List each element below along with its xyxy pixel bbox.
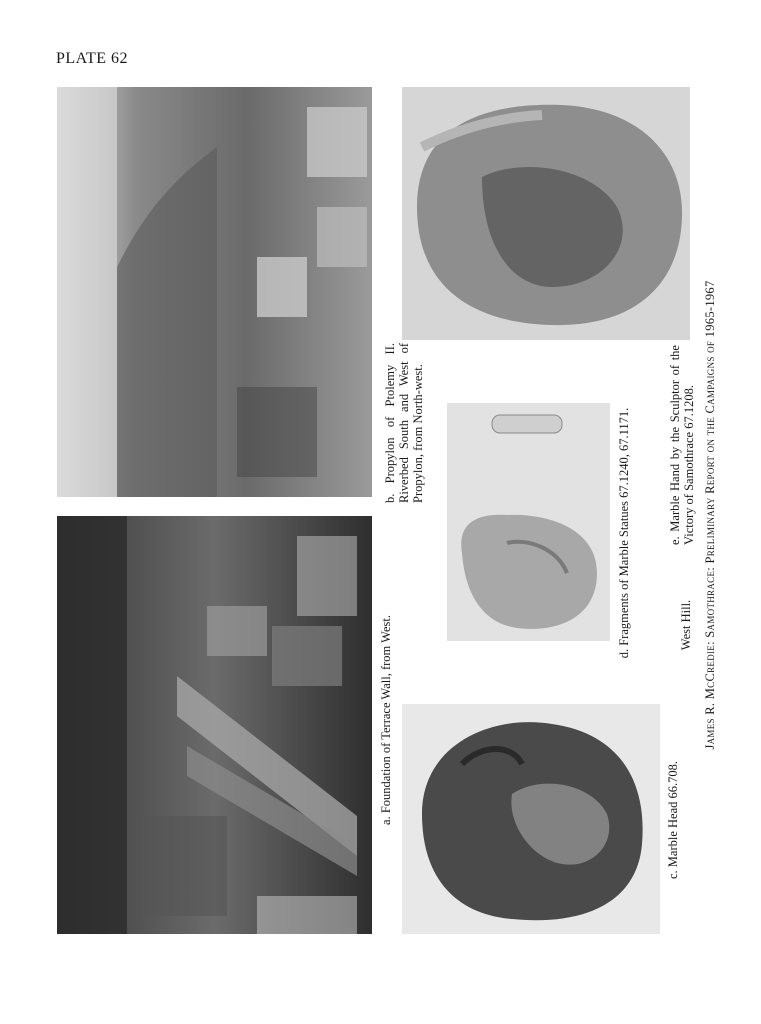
marble-fragments-photo xyxy=(447,403,610,641)
caption-c xyxy=(662,760,684,880)
caption-a-text: a. Foundation of Terrace Wall, from West. xyxy=(379,615,393,825)
caption-c-text: c. Marble Head 66.708. xyxy=(666,760,680,880)
caption-b xyxy=(374,343,434,503)
caption-b-text: b. Propylon of Ptolemy II. Riverbed South and West of Propylon, from North-west. xyxy=(383,343,425,503)
caption-d xyxy=(613,405,635,660)
propylon-riverbed-photo xyxy=(57,87,372,497)
plate-label: PLATE 62 xyxy=(56,50,128,67)
running-title: James R. McCredie: Samothrace: Preliminary Report on the Campaigns of 1965-1967 xyxy=(703,280,717,750)
terrace-wall-photo xyxy=(57,516,372,934)
marble-head-photo xyxy=(402,704,660,934)
caption-a xyxy=(375,600,397,840)
section-title: West Hill. xyxy=(679,599,693,651)
marble-hand-photo xyxy=(402,87,690,340)
caption-e xyxy=(662,345,702,545)
caption-e-text: e. Marble Hand by the Sculptor of the Victory of Samothrace 67.1208. xyxy=(668,345,696,545)
caption-d-text: d. Fragments of Marble Statues 67.1240, 67.1171. xyxy=(617,407,631,658)
